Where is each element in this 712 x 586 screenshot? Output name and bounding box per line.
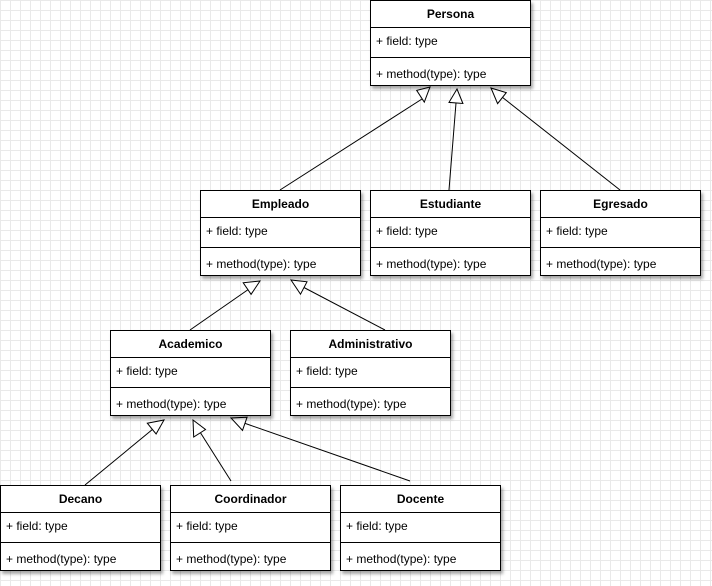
class-method: + method(type): type <box>6 552 117 566</box>
class-field: + field: type <box>371 218 530 248</box>
generalization-arrowhead-icon <box>243 281 260 294</box>
class-field: + field: type <box>371 28 530 58</box>
edge-coordinador-academico <box>193 420 231 481</box>
class-field: + field: type <box>291 358 450 388</box>
class-method: + method(type): type <box>376 67 487 81</box>
class-field: + field: type <box>341 513 500 543</box>
generalization-arrowhead-icon <box>231 417 247 430</box>
class-method: + method(type): type <box>346 552 457 566</box>
generalization-arrowhead-icon <box>193 420 206 437</box>
class-name: Empleado <box>201 191 360 218</box>
edge-egresado-persona <box>491 88 620 190</box>
class-estudiante[interactable] <box>370 190 531 276</box>
class-name: Estudiante <box>371 191 530 218</box>
class-name: Egresado <box>541 191 700 218</box>
class-name: Persona <box>371 1 530 28</box>
class-name: Academico <box>111 331 270 358</box>
class-administrativo[interactable] <box>290 330 451 416</box>
edge-decano-academico <box>85 420 164 485</box>
class-name: Coordinador <box>171 486 330 513</box>
class-field: + field: type <box>541 218 700 248</box>
class-method: + method(type): type <box>546 257 657 271</box>
class-academico[interactable] <box>110 330 271 416</box>
class-field: + field: type <box>171 513 330 543</box>
class-method: + method(type): type <box>296 397 407 411</box>
class-name: Decano <box>1 486 160 513</box>
class-method: + method(type): type <box>116 397 227 411</box>
class-field: + field: type <box>111 358 270 388</box>
edge-empleado-persona <box>280 87 430 190</box>
class-method: + method(type): type <box>376 257 487 271</box>
class-docente[interactable] <box>340 485 501 571</box>
class-coordinador[interactable] <box>170 485 331 571</box>
class-field: + field: type <box>1 513 160 543</box>
edge-docente-academico <box>231 417 410 481</box>
class-method: + method(type): type <box>206 257 317 271</box>
class-empleado[interactable] <box>200 190 361 276</box>
class-name: Administrativo <box>291 331 450 358</box>
generalization-arrowhead-icon <box>491 88 506 104</box>
generalization-arrowhead-icon <box>449 89 463 104</box>
generalization-arrowhead-icon <box>417 87 430 102</box>
class-field: + field: type <box>201 218 360 248</box>
class-name: Docente <box>341 486 500 513</box>
class-method: + method(type): type <box>176 552 287 566</box>
edge-estudiante-persona <box>449 89 463 190</box>
edge-academico-empleado <box>190 281 260 330</box>
class-persona[interactable] <box>370 0 531 86</box>
generalization-arrowhead-icon <box>291 280 307 294</box>
edge-administrativo-empleado <box>291 280 385 330</box>
class-egresado[interactable] <box>540 190 701 276</box>
class-decano[interactable] <box>0 485 161 571</box>
